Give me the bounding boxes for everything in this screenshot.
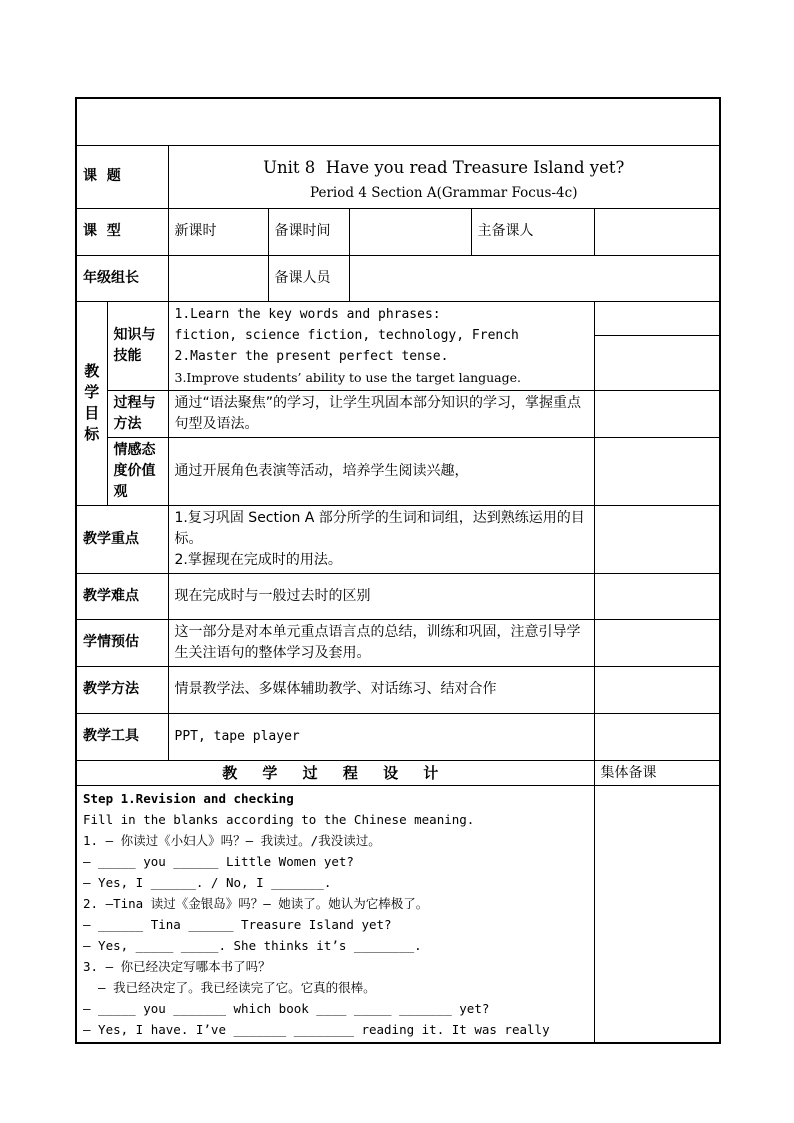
instruction-line: Fill in the blanks according to the Chinese meaning. (83, 811, 475, 827)
preparers-value (349, 255, 720, 301)
tools-content: PPT, tape player (168, 713, 594, 760)
key-points-label: 教学重点 (76, 505, 168, 573)
process-content: 通过“语法聚焦”的学习，让学生巩固本部分知识的学习，掌握重点句型及语法。 (168, 390, 594, 437)
main-preparer-value (594, 208, 720, 255)
methods-content: 情景教学法、多媒体辅助教学、对话练习、结对合作 (168, 666, 594, 713)
question-3-blank-b: — Yes, I have. I’ve _______ ________ reading it. It was really (83, 1021, 550, 1037)
knowledge-line-2: fiction, science fiction, technology, French (174, 327, 519, 343)
question-1-blank-a: — _____ you ______ Little Women yet? (83, 853, 354, 869)
lesson-subtitle: Period 4 Section A(Grammar Focus-4c) (310, 184, 578, 201)
topic-row (76, 145, 720, 208)
analysis-row (76, 619, 720, 666)
prep-time-value (349, 208, 471, 255)
objectives-label-char: 目 (84, 404, 100, 422)
difficulties-content: 现在完成时与一般过去时的区别 (168, 573, 594, 619)
process-label: 过程与方法 (107, 390, 168, 437)
collective-prep-label: 集体备课 (594, 760, 720, 785)
methods-label: 教学方法 (76, 666, 168, 713)
collective-prep-notes (594, 785, 720, 1043)
grade-row (76, 255, 720, 301)
preparers-label: 备课人员 (268, 255, 349, 301)
methods-note (594, 666, 720, 713)
key-point-2: 2.掌握现在完成时的用法。 (174, 551, 342, 568)
topic-label: 课 题 (76, 145, 168, 208)
prep-time-label: 备课时间 (268, 208, 349, 255)
tools-note (594, 713, 720, 760)
objective-process-row (76, 390, 720, 437)
lesson-plan-table (75, 97, 721, 1044)
emotion-note (594, 437, 720, 505)
key-points-content (168, 505, 594, 573)
type-value: 新课时 (168, 208, 268, 255)
objectives-label-char: 教 (84, 362, 100, 380)
main-preparer-label: 主备课人 (471, 208, 594, 255)
objective-emotion-row (76, 437, 720, 505)
process-content-row (76, 785, 720, 1043)
question-2-blank-b: — Yes, _____ _____. She thinks it’s ________. (83, 937, 422, 953)
grade-leader-label: 年级组长 (76, 255, 168, 301)
objectives-label-char: 学 (84, 383, 100, 401)
knowledge-line-1: 1.Learn the key words and phrases: (174, 306, 441, 322)
analysis-content: 这一部分是对本单元重点语言点的总结，训练和巩固，注意引导学生关注语句的整体学习及套用。 (168, 619, 594, 666)
objectives-label (76, 301, 107, 505)
question-3-blank-a: — _____ you _______ which book ____ _____ _______ yet? (83, 1000, 490, 1016)
knowledge-note-bottom (594, 335, 720, 390)
objective-knowledge-row (76, 301, 720, 335)
type-label: 课 型 (76, 208, 168, 255)
knowledge-line-3: 2.Master the present perfect tense. (174, 348, 449, 364)
question-3-cn-b: — 我已经决定了。我已经读完了它。它真的很棒。 (83, 979, 376, 995)
knowledge-label: 知识与技能 (107, 301, 168, 390)
key-points-row (76, 505, 720, 573)
blank-header-cell (76, 98, 720, 145)
knowledge-line-4: 3.Improve students’ ability to use the target language. (174, 369, 522, 385)
blank-header-row (76, 98, 720, 145)
question-1-cn: 1. — 你读过《小妇人》吗？— 我读过。/我没读过。 (83, 832, 381, 848)
tools-label: 教学工具 (76, 713, 168, 760)
objectives-label-char: 标 (84, 425, 100, 443)
question-1-blank-b: — Yes, I ______. / No, I _______. (83, 874, 332, 890)
design-header-row (76, 760, 720, 785)
tools-row (76, 713, 720, 760)
emotion-label: 情感态度价值观 (107, 437, 168, 505)
methods-row (76, 666, 720, 713)
step-1-heading: Step 1.Revision and checking (83, 790, 294, 806)
knowledge-content (168, 301, 594, 390)
process-design-heading: 教 学 过 程 设 计 (76, 760, 594, 785)
key-point-1: 1.复习巩固 Section A 部分所学的生词和词组，达到熟练运用的目标。 (174, 509, 585, 547)
process-note (594, 390, 720, 437)
difficulties-note (594, 573, 720, 619)
objectives-vertical-text (83, 361, 101, 445)
question-2-cn: 2. —Tina 读过《金银岛》吗？— 她读了。她认为它棒极了。 (83, 895, 429, 911)
topic-cell (168, 145, 720, 208)
analysis-note (594, 619, 720, 666)
grade-leader-value (168, 255, 268, 301)
key-points-note (594, 505, 720, 573)
question-2-blank-a: — ______ Tina ______ Treasure Island yet? (83, 916, 392, 932)
lesson-plan-page (75, 97, 719, 1044)
type-row (76, 208, 720, 255)
process-steps (76, 785, 594, 1043)
emotion-content: 通过开展角色表演等活动，培养学生阅读兴趣， (168, 437, 594, 505)
analysis-label: 学情预估 (76, 619, 168, 666)
difficulties-row (76, 573, 720, 619)
knowledge-note-top (594, 301, 720, 335)
question-3-cn: 3. — 你已经决定写哪本书了吗？ (83, 958, 271, 974)
lesson-title: Unit 8 Have you read Treasure Island yet? (263, 157, 625, 177)
difficulties-label: 教学难点 (76, 573, 168, 619)
